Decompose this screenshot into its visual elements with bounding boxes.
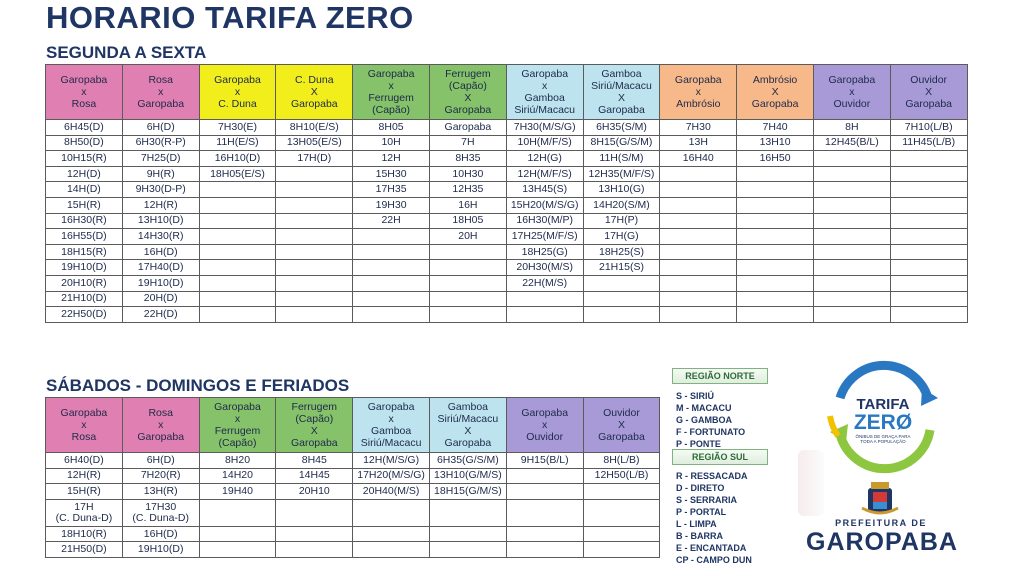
schedule-cell [276,182,353,198]
schedule-cell [583,499,660,526]
schedule-cell: 14H20 [199,468,276,484]
column-header: Ferrugem (Capão) X Garopaba [429,65,506,120]
column-header: C. Duna X Garopaba [276,65,353,120]
schedule-cell: 16H40 [660,151,737,167]
schedule-cell [737,260,814,276]
schedule-cell [660,197,737,213]
schedule-cell: 7H30 [660,120,737,136]
schedule-cell: 6H35(G/S/M) [429,453,506,469]
schedule-cell [890,244,967,260]
schedule-cell: 12H(G) [506,151,583,167]
schedule-cell: 14H45 [276,468,353,484]
table-row [46,499,660,526]
schedule-cell [890,275,967,291]
schedule-cell: 13H10(D) [122,213,199,229]
schedule-cell: 13H05(E/S) [276,135,353,151]
schedule-cell: 6H(D) [122,453,199,469]
schedule-cell: 22H50(D) [46,307,123,323]
schedule-cell [353,229,430,245]
schedule-cell [813,197,890,213]
schedule-cell [506,468,583,484]
schedule-cell: 17H30 (C. Duna-D) [122,499,199,526]
schedule-cell: 18H05(E/S) [199,166,276,182]
schedule-cell: 7H25(D) [122,151,199,167]
schedule-cell [737,291,814,307]
schedule-cell [199,275,276,291]
schedule-cell [353,542,430,558]
schedule-cell [813,151,890,167]
schedule-cell: 12H45(B/L) [813,135,890,151]
schedule-cell [429,526,506,542]
schedule-cell: 15H30 [353,166,430,182]
column-header: Garopaba x Ferrugem (Capão) [353,65,430,120]
prefeitura-label: PREFEITURA DE [835,518,927,528]
column-header: Rosa x Garopaba [122,65,199,120]
column-header: Garopaba x C. Duna [199,65,276,120]
schedule-cell [660,244,737,260]
schedule-cell [429,260,506,276]
table-row [46,151,968,167]
column-header: Rosa x Garopaba [122,398,199,453]
schedule-cell: 6H45(D) [46,120,123,136]
schedule-cell: 9H15(B/L) [506,453,583,469]
schedule-cell: 8H50(D) [46,135,123,151]
weekend-heading: SÁBADOS - DOMINGOS E FERIADOS [46,376,350,395]
schedule-cell: 16H55(D) [46,229,123,245]
schedule-cell [813,166,890,182]
column-header: Garopaba x Ferrugem (Capão) [199,398,276,453]
schedule-cell: 8H20 [199,453,276,469]
schedule-cell: 12H50(L/B) [583,468,660,484]
schedule-cell [506,484,583,500]
column-header: Gamboa Siriú/Macacu X Garopaba [429,398,506,453]
schedule-cell: 18H25(G) [506,244,583,260]
schedule-cell [737,307,814,323]
tarifa-zero-logo [818,358,948,476]
column-header: Ferrugem (Capão) X Garopaba [276,398,353,453]
schedule-cell [276,260,353,276]
schedule-cell: 14H20(S/M) [583,197,660,213]
logo-tagline2: TODA A POPULAÇÃO [860,439,906,444]
legend-item: D - DIRETO [676,483,725,493]
schedule-cell: 10H(M/F/S) [506,135,583,151]
schedule-cell: 7H30(E) [199,120,276,136]
schedule-cell [276,213,353,229]
schedule-cell: 10H [353,135,430,151]
schedule-cell: 6H40(D) [46,453,123,469]
schedule-cell: 10H15(R) [46,151,123,167]
schedule-cell [890,291,967,307]
table-row [46,166,968,182]
schedule-cell: 21H10(D) [46,291,123,307]
schedule-cell: 12H(R) [122,197,199,213]
schedule-cell [737,197,814,213]
schedule-cell: 19H30 [353,197,430,213]
schedule-cell: 7H [429,135,506,151]
column-header: Garopaba x Gamboa Siriú/Macacu [353,398,430,453]
schedule-cell [737,229,814,245]
schedule-cell: 13H10 [737,135,814,151]
schedule-cell [429,291,506,307]
schedule-cell: 20H30(M/S) [506,260,583,276]
column-header: Ouvidor X Garopaba [583,398,660,453]
legend-item: S - SERRARIA [676,495,738,505]
schedule-cell [506,291,583,307]
schedule-cell [276,229,353,245]
schedule-cell: 7H20(R) [122,468,199,484]
schedule-cell: 18H25(S) [583,244,660,260]
schedule-cell: 19H10(D) [46,260,123,276]
schedule-cell: 16H30(R) [46,213,123,229]
schedule-cell: 6H(D) [122,120,199,136]
schedule-cell: 8H45 [276,453,353,469]
schedule-cell [429,499,506,526]
schedule-cell [199,213,276,229]
legend-item: R - RESSACADA [676,471,748,481]
schedule-cell [583,291,660,307]
schedule-cell [199,244,276,260]
schedule-cell: 10H30 [429,166,506,182]
schedule-cell [276,542,353,558]
legend-item: P - PORTAL [676,507,727,517]
table-row [46,229,968,245]
schedule-cell: 8H10(E/S) [276,120,353,136]
schedule-cell: 20H10(R) [46,275,123,291]
schedule-cell: 17H(G) [583,229,660,245]
schedule-cell: 9H(R) [122,166,199,182]
schedule-cell [813,260,890,276]
schedule-cell: 20H10 [276,484,353,500]
table-row [46,135,968,151]
schedule-cell [660,213,737,229]
table-row [46,275,968,291]
city-crest-icon [860,478,900,518]
schedule-cell: 20H [429,229,506,245]
schedule-cell: 22H [353,213,430,229]
schedule-cell [813,213,890,229]
schedule-cell [737,244,814,260]
schedule-cell [199,291,276,307]
schedule-cell: 8H05 [353,120,430,136]
schedule-cell [353,260,430,276]
logo-tagline1: ÔNIBUS DE GRAÇA PARA [855,434,911,439]
schedule-cell [199,307,276,323]
schedule-cell: 6H35(S/M) [583,120,660,136]
column-header: Garopaba x Ouvidor [813,65,890,120]
schedule-cell: 8H(L/B) [583,453,660,469]
schedule-cell [276,291,353,307]
schedule-cell [890,182,967,198]
schedule-cell: 13H [660,135,737,151]
schedule-cell [813,244,890,260]
schedule-cell: 12H [353,151,430,167]
schedule-cell: 8H [813,120,890,136]
schedule-cell [276,526,353,542]
schedule-cell [199,260,276,276]
table-row [46,291,968,307]
schedule-cell: 17H(D) [276,151,353,167]
legend-item: M - MACACU [676,403,732,413]
schedule-cell [890,166,967,182]
schedule-cell: 11H45(L/B) [890,135,967,151]
schedule-cell: 7H30(M/S/G) [506,120,583,136]
schedule-cell [583,542,660,558]
schedule-cell: 17H40(D) [122,260,199,276]
legend-item: F - FORTUNATO [676,427,746,437]
schedule-cell: 6H30(R-P) [122,135,199,151]
legend-item: B - BARRA [676,531,723,541]
schedule-cell [276,166,353,182]
table-row [46,484,660,500]
schedule-cell: 18H05 [429,213,506,229]
table-row [46,182,968,198]
schedule-cell [583,484,660,500]
schedule-cell [199,542,276,558]
schedule-cell: 8H35 [429,151,506,167]
schedule-cell [429,275,506,291]
schedule-cell: 22H(M/S) [506,275,583,291]
schedule-cell: 15H20(M/S/G) [506,197,583,213]
schedule-cell [429,244,506,260]
schedule-cell: 12H35 [429,182,506,198]
schedule-cell [429,542,506,558]
schedule-cell: Garopaba [429,120,506,136]
schedule-cell [660,291,737,307]
schedule-cell: 15H(R) [46,197,123,213]
table-row [46,260,968,276]
schedule-cell [353,307,430,323]
schedule-cell [890,307,967,323]
column-header: Ambrósio X Garopaba [737,65,814,120]
schedule-cell: 19H10(D) [122,542,199,558]
schedule-cell [660,260,737,276]
schedule-cell [813,182,890,198]
legend-item: G - GAMBOA [676,415,732,425]
table-row [46,453,660,469]
schedule-cell [429,307,506,323]
schedule-cell [890,197,967,213]
table-row [46,468,660,484]
schedule-cell: 13H(R) [122,484,199,500]
column-header: Ouvidor X Garopaba [890,65,967,120]
schedule-cell [199,197,276,213]
schedule-cell: 16H [429,197,506,213]
table-row [46,307,968,323]
page-title: HORARIO TARIFA ZERO [46,0,414,35]
schedule-cell [506,499,583,526]
schedule-cell: 20H(D) [122,291,199,307]
schedule-cell [276,499,353,526]
column-header: Garopaba x Rosa [46,65,123,120]
schedule-cell: 8H15(G/S/M) [583,135,660,151]
schedule-cell [506,542,583,558]
schedule-cell [199,526,276,542]
schedule-cell [353,244,430,260]
logo-line1: TARIFA [856,396,910,413]
schedule-cell: 18H15(G/M/S) [429,484,506,500]
schedule-cell [737,213,814,229]
table-row [46,197,968,213]
schedule-cell: 13H10(G/M/S) [429,468,506,484]
schedule-cell [813,291,890,307]
schedule-cell: 17H25(M/F/S) [506,229,583,245]
schedule-cell: 19H40 [199,484,276,500]
schedule-cell: 18H15(R) [46,244,123,260]
schedule-cell [660,182,737,198]
schedule-cell [276,307,353,323]
schedule-cell: 12H35(M/F/S) [583,166,660,182]
legend-south [672,449,768,566]
column-header: Garopaba x Gamboa Siriú/Macacu [506,65,583,120]
schedule-cell: 19H10(D) [122,275,199,291]
weekend-schedule-table [45,397,660,558]
weekday-schedule-table [45,64,968,323]
schedule-cell: 16H30(M/P) [506,213,583,229]
column-header: Garopaba x Rosa [46,398,123,453]
schedule-cell [353,526,430,542]
table-row [46,120,968,136]
schedule-cell [660,166,737,182]
schedule-cell: 11H(S/M) [583,151,660,167]
schedule-cell: 15H(R) [46,484,123,500]
schedule-cell: 12H(R) [46,468,123,484]
schedule-cell [506,307,583,323]
schedule-cell: 16H10(D) [199,151,276,167]
schedule-cell [276,244,353,260]
table-row [46,213,968,229]
schedule-cell [353,275,430,291]
schedule-cell: 12H(M/F/S) [506,166,583,182]
schedule-cell [199,229,276,245]
legend-item: P - PONTE [676,439,721,449]
schedule-cell [660,275,737,291]
schedule-cell: 13H45(S) [506,182,583,198]
schedule-cell: 7H40 [737,120,814,136]
table-row [46,542,660,558]
schedule-cell: 17H (C. Duna-D) [46,499,123,526]
schedule-cell: 12H(D) [46,166,123,182]
column-header: Gamboa Siriú/Macacu X Garopaba [583,65,660,120]
schedule-cell: 16H(D) [122,526,199,542]
schedule-cell: 16H50 [737,151,814,167]
legend-item: S - SIRIÚ [676,391,715,401]
weekday-heading: SEGUNDA A SEXTA [46,43,207,62]
schedule-cell: 17H35 [353,182,430,198]
column-header: Garopaba x Ambrósio [660,65,737,120]
legend-item: E - ENCANTADA [676,543,747,553]
schedule-cell [353,291,430,307]
schedule-cell: 11H(E/S) [199,135,276,151]
column-header: Garopaba x Ouvidor [506,398,583,453]
schedule-cell: 17H(P) [583,213,660,229]
schedule-cell [890,213,967,229]
schedule-cell [813,307,890,323]
schedule-cell: 22H(D) [122,307,199,323]
schedule-cell [276,197,353,213]
schedule-cell: 17H20(M/S/G) [353,468,430,484]
schedule-cell: 21H15(S) [583,260,660,276]
schedule-cell: 21H50(D) [46,542,123,558]
schedule-cell: 14H30(R) [122,229,199,245]
legend-north [672,368,768,450]
schedule-cell [583,275,660,291]
legend-item: L - LIMPA [676,519,717,529]
schedule-cell: 20H40(M/S) [353,484,430,500]
schedule-cell [583,307,660,323]
schedule-cell [353,499,430,526]
schedule-cell [199,499,276,526]
schedule-cell: 13H10(G) [583,182,660,198]
city-name: GAROPABA [806,528,958,556]
legend-item: CP - CAMPO DUN [676,555,752,565]
schedule-cell: 7H10(L/B) [890,120,967,136]
legend-north-heading: REGIÃO NORTE [672,368,768,384]
schedule-cell [506,526,583,542]
schedule-cell [199,182,276,198]
schedule-cell [660,307,737,323]
schedule-cell [583,526,660,542]
schedule-cell: 12H(M/S/G) [353,453,430,469]
schedule-cell [813,229,890,245]
schedule-cell: 18H10(R) [46,526,123,542]
schedule-cell: 16H(D) [122,244,199,260]
schedule-cell [737,275,814,291]
schedule-cell [890,151,967,167]
schedule-cell [276,275,353,291]
schedule-cell [813,275,890,291]
schedule-cell [660,229,737,245]
legend-south-heading: REGIÃO SUL [672,449,768,465]
schedule-cell [890,260,967,276]
schedule-cell: 14H(D) [46,182,123,198]
table-row [46,244,968,260]
schedule-cell: 9H30(D-P) [122,182,199,198]
schedule-cell [890,229,967,245]
logo-line2: ZERØ [853,411,913,434]
schedule-cell [737,182,814,198]
table-row [46,526,660,542]
schedule-cell [737,166,814,182]
